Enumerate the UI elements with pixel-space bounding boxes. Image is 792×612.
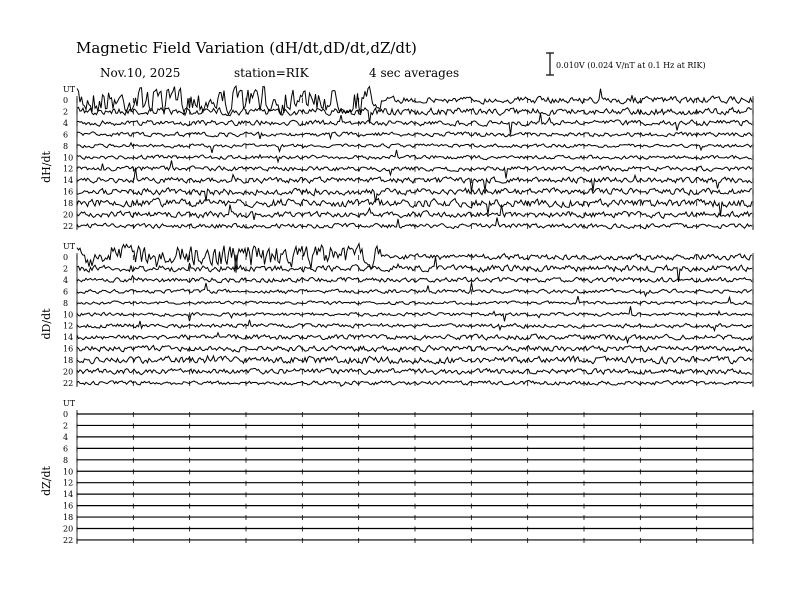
row-label: 22 <box>63 378 74 388</box>
row-label: 10 <box>63 310 74 320</box>
row-label: 2 <box>63 264 69 274</box>
trace-line <box>77 320 752 331</box>
station-label: station=RIK <box>234 66 309 80</box>
row-label: 2 <box>63 107 69 117</box>
trace-line <box>77 143 752 153</box>
row-label: 16 <box>63 187 74 197</box>
panel-ylabel: dZ/dt <box>40 466 53 496</box>
trace-line <box>77 150 752 162</box>
row-label: 16 <box>63 344 74 354</box>
ut-label: UT <box>63 85 76 94</box>
row-label: 6 <box>63 287 69 297</box>
trace-line <box>77 160 752 178</box>
row-label: 8 <box>63 455 69 465</box>
panel-dZ-dt <box>40 399 753 545</box>
panel-ylabel: dH/dt <box>40 151 53 183</box>
row-label: 22 <box>63 221 74 231</box>
trace-line <box>77 346 752 352</box>
scale-bar <box>546 53 554 75</box>
row-label: 8 <box>63 141 69 151</box>
trace-line <box>77 218 752 229</box>
panel-dH-dt <box>40 85 753 231</box>
trace-line <box>77 368 752 374</box>
panels <box>40 85 753 545</box>
row-label: 12 <box>63 478 74 488</box>
trace-line <box>77 205 752 220</box>
row-label: 20 <box>63 524 74 534</box>
trace-line <box>77 276 752 283</box>
averaging-label: 4 sec averages <box>369 66 460 80</box>
row-label: 4 <box>63 118 69 128</box>
row-label: 12 <box>63 321 74 331</box>
trace-line <box>77 107 752 123</box>
trace-line <box>77 86 752 115</box>
panel-ylabel: dD/dt <box>40 308 53 340</box>
row-label: 18 <box>63 513 74 523</box>
row-label: 6 <box>63 130 69 140</box>
panel-dD-dt <box>40 242 753 388</box>
row-label: 0 <box>63 410 69 419</box>
chart-title: Magnetic Field Variation (dH/dt,dD/dt,dZ/dt) <box>76 39 417 57</box>
row-label: 8 <box>63 298 69 308</box>
row-label: 14 <box>63 490 74 500</box>
row-label: 20 <box>63 367 74 377</box>
row-label: 4 <box>63 275 69 285</box>
row-label: 10 <box>63 153 74 163</box>
trace-line <box>77 306 752 321</box>
row-label: 0 <box>63 253 69 262</box>
row-label: 16 <box>63 501 74 511</box>
row-label: 22 <box>63 535 74 545</box>
trace-line <box>77 333 752 343</box>
trace-line <box>77 296 752 304</box>
row-label: 12 <box>63 164 74 174</box>
row-label: 6 <box>63 444 69 454</box>
row-label: 14 <box>63 176 74 186</box>
row-label: 4 <box>63 432 69 442</box>
row-label: 0 <box>63 96 69 105</box>
trace-line <box>77 255 752 282</box>
ut-label: UT <box>63 399 76 408</box>
scale-label: 0.010V (0.024 V/nT at 0.1 Hz at RIK) <box>556 61 706 70</box>
row-label: 18 <box>63 199 74 209</box>
row-label: 14 <box>63 333 74 343</box>
date-label: Nov.10, 2025 <box>100 66 181 80</box>
row-label: 10 <box>63 467 74 477</box>
trace-line <box>77 356 752 364</box>
trace-line <box>77 188 752 203</box>
row-label: 2 <box>63 421 69 431</box>
row-label: 20 <box>63 210 74 220</box>
trace-line <box>77 283 752 296</box>
row-label: 18 <box>63 356 74 366</box>
trace-line <box>77 380 752 386</box>
trace-line <box>77 132 752 139</box>
trace-line <box>77 168 752 192</box>
trace-line <box>77 113 752 134</box>
ut-label: UT <box>63 242 76 251</box>
